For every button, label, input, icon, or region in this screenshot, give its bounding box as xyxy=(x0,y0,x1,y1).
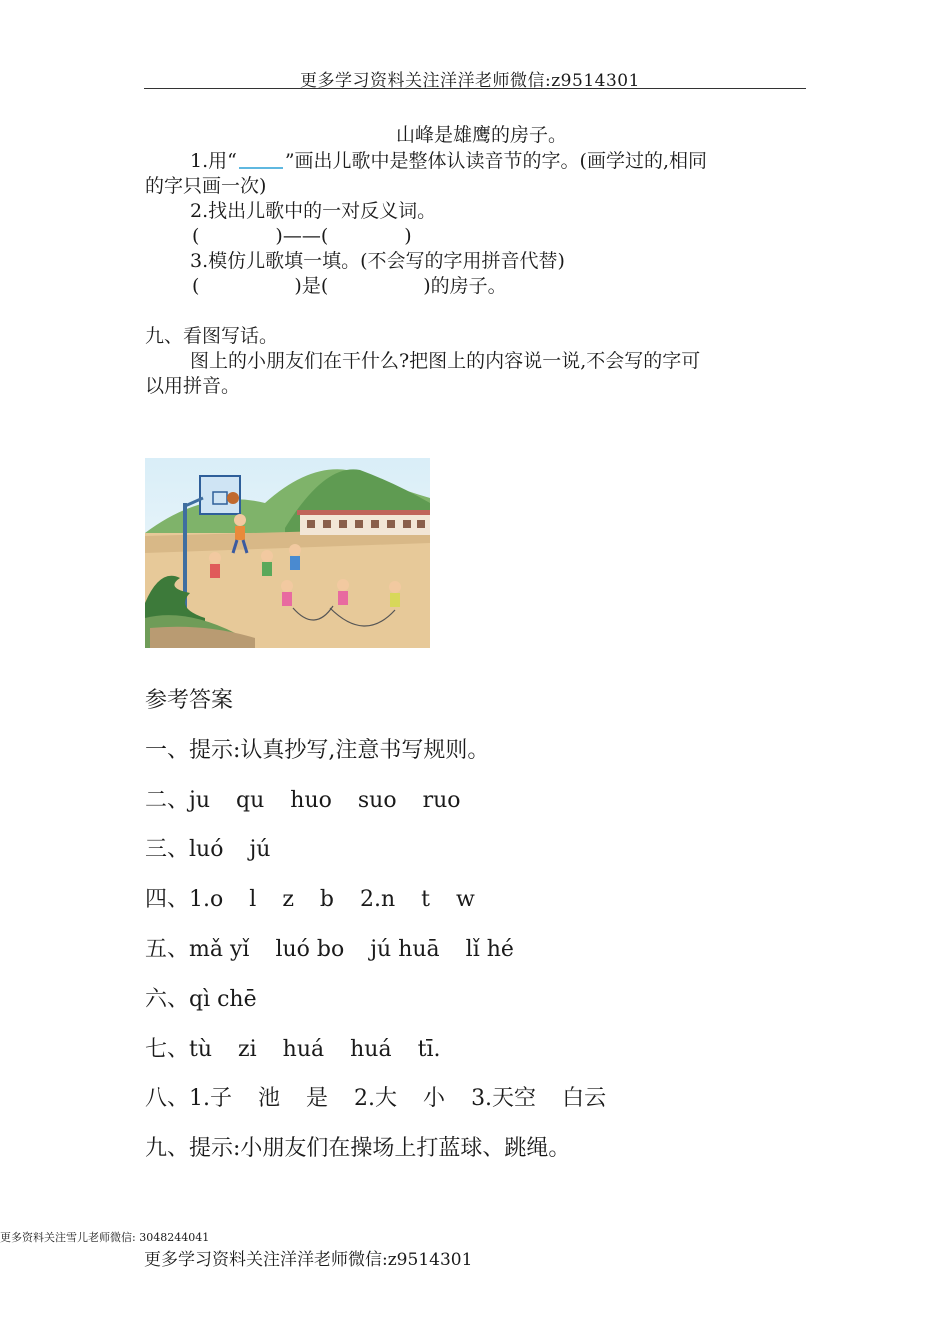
answer-8-item: 1.子 xyxy=(189,1086,233,1111)
answer-4 xyxy=(145,882,475,913)
answer-7 xyxy=(145,1032,440,1063)
blank-underline xyxy=(239,167,283,169)
answer-8-item: 白云 xyxy=(562,1086,607,1111)
answer-2-item: suo xyxy=(357,788,397,813)
answer-4-item: t xyxy=(421,887,431,912)
answer-4-item: b xyxy=(319,887,334,912)
playground-illustration xyxy=(145,458,430,648)
answer-6: 六、qì chē xyxy=(145,987,257,1012)
answer-3-item: jú xyxy=(249,837,271,862)
question-2-blank: ( )——( ) xyxy=(192,225,412,247)
section-9-prompt: 图上的小朋友们在干什么?把图上的内容说一说,不会写的字可 xyxy=(190,350,701,372)
answer-7-prefix: 七、 xyxy=(145,1037,190,1062)
answer-4-item: l xyxy=(249,887,257,912)
answer-8-prefix: 八、 xyxy=(145,1086,190,1111)
answer-7-item: huá xyxy=(282,1037,325,1062)
answer-1: 一、提示:认真抄写,注意书写规则。 xyxy=(145,738,490,763)
answer-3-item: luó xyxy=(189,837,224,862)
answer-2-item: huo xyxy=(290,788,332,813)
poem-line: 山峰是雄鹰的房子。 xyxy=(396,124,568,146)
answer-5-item: luó bo xyxy=(275,937,345,962)
answer-8-item: 是 xyxy=(306,1086,329,1111)
answer-5-prefix: 五、 xyxy=(145,937,190,962)
header-rule xyxy=(144,88,806,89)
answer-3-prefix: 三、 xyxy=(145,837,190,862)
question-1 xyxy=(190,149,707,174)
question-3: 3.模仿儿歌填一填。(不会写的字用拼音代替) xyxy=(190,250,565,272)
section-9-prompt-cont: 以用拼音。 xyxy=(145,375,241,397)
answer-4-item: 2.n xyxy=(360,887,396,912)
page-footer: 更多学习资料关注洋洋老师微信:z9514301 xyxy=(144,1250,473,1270)
answer-4-item: w xyxy=(456,887,475,912)
footer-small-note: 更多资料关注雪儿老师微信: 3048244041 xyxy=(0,1231,210,1244)
answer-2-item: qu xyxy=(236,788,265,813)
section-9-title: 九、看图写话。 xyxy=(145,325,279,347)
answer-3 xyxy=(145,832,270,863)
page-header: 更多学习资料关注洋洋老师微信:z9514301 xyxy=(300,71,640,91)
answer-7-item: tù xyxy=(189,1037,213,1062)
answer-2-item: ju xyxy=(189,788,211,813)
question-1-rest: ”画出儿歌中是整体认读音节的字。(画学过的,相同 xyxy=(284,150,708,172)
answer-2 xyxy=(145,783,461,814)
answer-9: 九、提示:小朋友们在操场上打蓝球、跳绳。 xyxy=(145,1136,571,1161)
answers-title: 参考答案 xyxy=(145,688,234,713)
answer-4-prefix: 四、 xyxy=(145,887,190,912)
answer-4-item: z xyxy=(282,887,294,912)
answer-2-prefix: 二、 xyxy=(145,788,190,813)
answer-5-item: jú huā xyxy=(370,937,440,962)
question-2: 2.找出儿歌中的一对反义词。 xyxy=(190,200,437,222)
question-1-start: 1.用“ xyxy=(190,150,237,172)
answer-5-item: mǎ yǐ xyxy=(189,937,250,962)
answer-7-item: tī. xyxy=(417,1037,441,1062)
answer-8-item: 2.大 xyxy=(354,1086,398,1111)
answer-5 xyxy=(145,932,514,963)
answer-8 xyxy=(145,1081,606,1112)
answer-5-item: lǐ hé xyxy=(465,937,514,962)
answer-7-item: zi xyxy=(238,1037,257,1062)
answer-8-item: 小 xyxy=(423,1086,446,1111)
answer-2-item: ruo xyxy=(422,788,461,813)
answer-4-item: 1.o xyxy=(189,887,224,912)
answer-8-item: 池 xyxy=(258,1086,281,1111)
question-3-blank: ( )是( )的房子。 xyxy=(192,275,507,297)
answer-8-item: 3.天空 xyxy=(471,1086,537,1111)
answer-7-item: huá xyxy=(350,1037,392,1062)
question-1-cont: 的字只画一次) xyxy=(145,175,267,197)
